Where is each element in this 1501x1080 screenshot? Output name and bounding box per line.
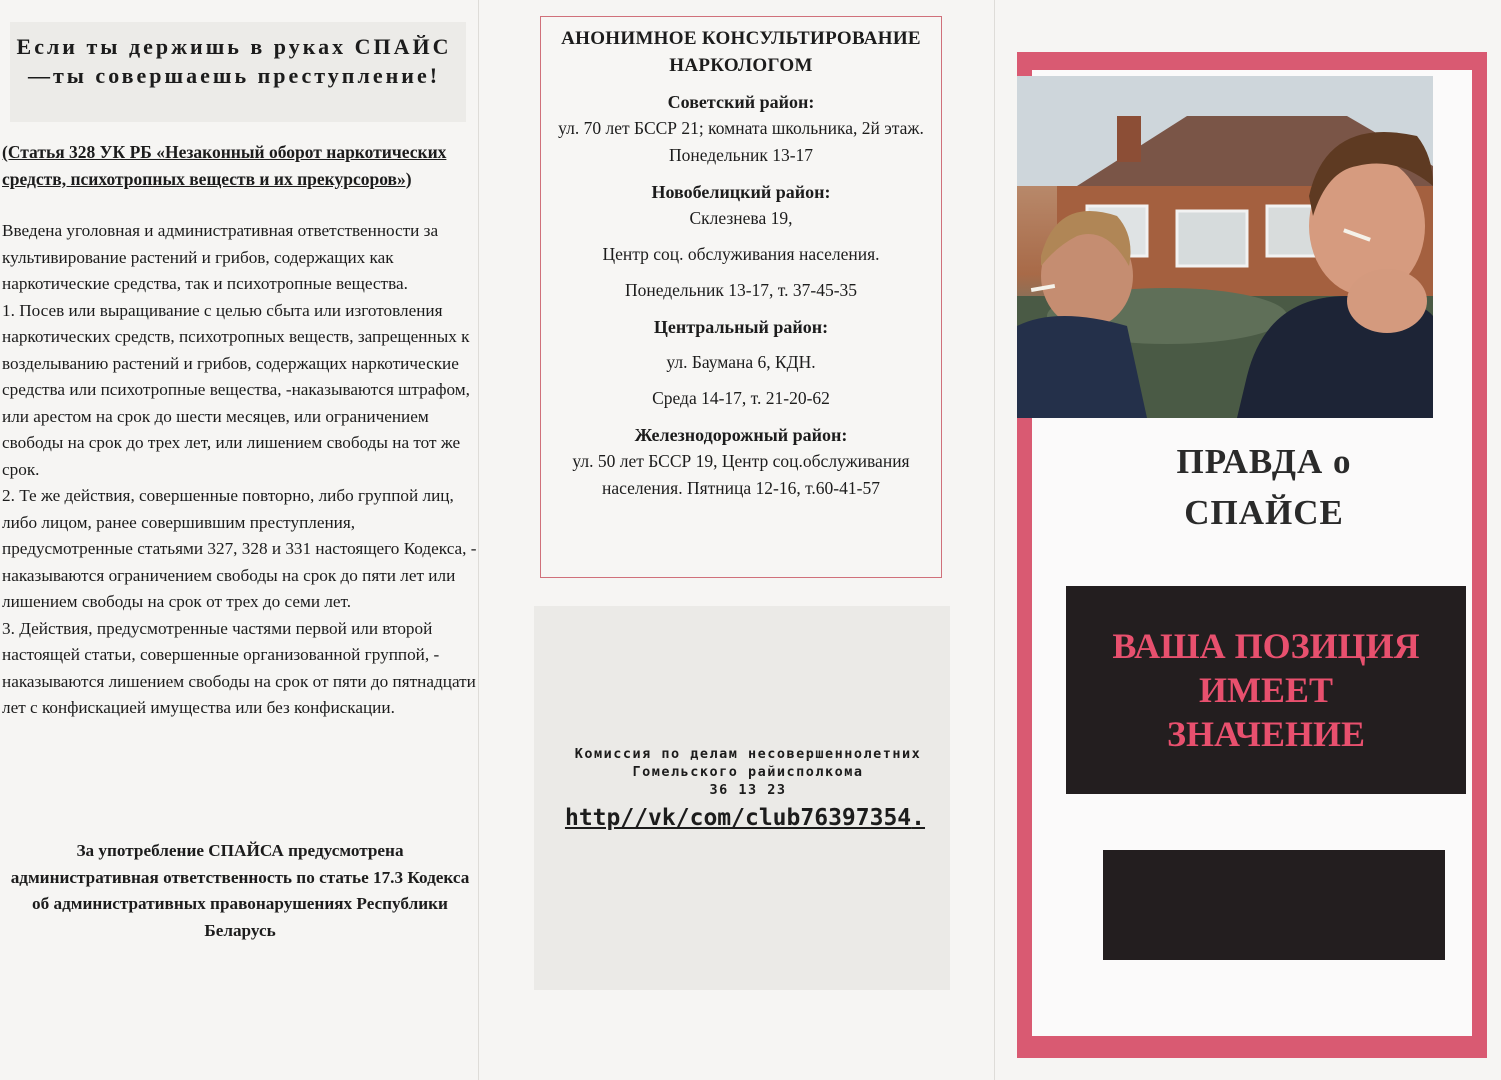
slogan-line-1: ВАША ПОЗИЦИЯ: [1112, 626, 1420, 666]
cover-title-line-1: ПРАВДА о: [1176, 442, 1352, 481]
district-name-central: Центральный район:: [653, 317, 829, 337]
district-address-sovetsky: ул. 70 лет БССР 21; комната школьника, 2й этаж. Понедельник 13-17: [558, 118, 924, 165]
right-panel: [994, 0, 1501, 1080]
commission-line-1: Комиссия по делам несовершеннолетних: [574, 746, 922, 762]
vk-link-suffix: .: [911, 805, 926, 831]
left-panel: [0, 0, 478, 1080]
cover-title: [1114, 436, 1414, 538]
middle-panel: [478, 0, 994, 1080]
district-name-sovetsky: Советский район:: [667, 92, 815, 112]
law-paragraph-intro: Введена уголовная и административная ответственности за культивирование растений и грибов, содержащих как наркотические средства, так и психотропные вещества.: [2, 221, 439, 293]
vk-link-container: [530, 802, 960, 834]
slogan-text: [1112, 624, 1419, 756]
cover-title-line-2: СПАЙСЕ: [1184, 493, 1344, 532]
district-name-railway: Железнодорожный район:: [634, 425, 848, 445]
district-address-central: ул. Баумана 6, КДН.: [666, 352, 816, 372]
consultation-title: АНОНИМНОЕ КОНСУЛЬТИРОВАНИЕ НАРКОЛОГОМ: [561, 28, 921, 76]
district-hours-novobelitsky: Понедельник 13-17, т. 37-45-35: [624, 280, 858, 300]
commission-info: [518, 745, 978, 799]
slogan-box: [1066, 586, 1466, 794]
article-reference: (Статья 328 УК РБ «Незаконный оборот наркотических средств, психотропных веществ и их прекурсоров»): [2, 142, 447, 189]
law-paragraph-2: 2. Те же действия, совершенные повторно, либо группой лиц, либо лицом, ранее совершившим преступления, предусмотренные статьями 327, 328 и 331 настоящего Кодекса, - наказываются ограничением свободы на срок до пяти лет или лишением свободы на срок от трех до семи лет.: [2, 486, 477, 611]
vk-link[interactable]: http//vk/com/club76397354: [564, 805, 912, 831]
commission-line-2: Гомельского райисполкома: [632, 764, 864, 780]
district-name-novobelitsky: Новобелицкий район:: [651, 182, 831, 202]
administrative-note: За употребление СПАЙСА предусмотрена административная ответственность по статье 17.3 Кодекса об административных правонарушениях Республики Беларусь: [10, 841, 470, 940]
consultation-box: [540, 16, 942, 578]
district-hours-central: Среда 14-17, т. 21-20-62: [652, 388, 830, 408]
law-text: [2, 218, 478, 722]
blank-black-box: [1103, 850, 1445, 960]
slogan-line-3: ЗНАЧЕНИЕ: [1167, 714, 1365, 754]
teenagers-smoking-photo-icon: [1017, 76, 1433, 418]
district-address-railway: ул. 50 лет БССР 19, Центр соц.обслуживания населения. Пятница 12-16, т.60-41-57: [572, 451, 910, 498]
district-center-novobelitsky: Центр соц. обслуживания населения.: [602, 244, 880, 264]
law-paragraph-1: 1. Посев или выращивание с целью сбыта или изготовления наркотических средств, психотропных веществ, запрещенных к возделыванию растений и грибов, содержащих наркотические средства или психотропные вещества, -наказываются штрафом, или арестом на срок до шести месяцев, или ограничением свободы на срок до трех лет, или лишением свободы на тот же срок.: [2, 300, 470, 479]
slogan-line-2: ИМЕЕТ: [1198, 670, 1333, 710]
law-paragraph-3: 3. Действия, предусмотренные частями первой или второй настоящей статьи, совершенные организованной группой, - наказываются лишением свободы на срок от пяти до пятнадцати лет с конфискацией имущества или без конфискации.: [2, 618, 476, 717]
warning-heading: Если ты держишь в руках СПАЙС—ты совершаешь преступление!: [16, 34, 452, 88]
district-address-novobelitsky: Склезнева 19,: [689, 208, 793, 228]
commission-phone: 36 13 23: [709, 782, 787, 798]
photo-illustration: [1017, 76, 1433, 418]
